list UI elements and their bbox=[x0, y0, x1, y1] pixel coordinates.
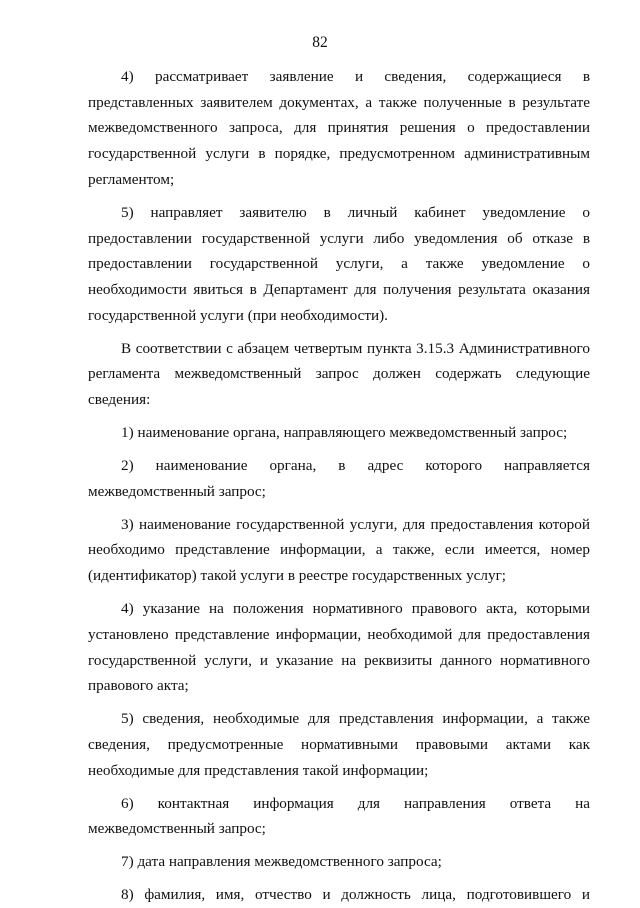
paragraph-item-5-notify: 5) направляет заявителю в личный кабинет уведомление о предоставлении государственной услуги либо уведомления об отказе в предоставлении государственной услуги, а также уведомление о необходимости явиться в Департамент для получения результата оказания государственной услуги (при необходимости). bbox=[88, 203, 590, 324]
list-item-1-sender-body: 1) наименование органа, направляющего межведомственный запрос; bbox=[121, 424, 568, 442]
list-item-3-service-name: 3) наименование государственной услуги, для предоставления которой необходимо представление информации, а также, если имеется, номер (идентификатор) такой услуги в реестре государственных услуг; bbox=[88, 515, 590, 585]
list-item-2-recipient-body: 2) наименование органа, в адрес которого направляется межведомственный запрос; bbox=[88, 457, 590, 500]
page-body bbox=[88, 64, 590, 908]
paragraph-item-4-review: 4) рассматривает заявление и сведения, содержащиеся в представленных заявителем документах, а также полученные в результате межведомственного запроса, для принятия решения о предоставлении государственной услуги в порядке, предусмотренном административным регламентом; bbox=[88, 68, 590, 188]
list-item-8-responsible-person: 8) фамилия, имя, отчество и должность лица, подготовившего и bbox=[121, 886, 590, 904]
list-item-6-contact-info: 6) контактная информация для направления ответа на межведомственный запрос; bbox=[88, 794, 590, 838]
list-item-7-request-date: 7) дата направления межведомственного запроса; bbox=[121, 853, 442, 871]
list-item-4-legal-act: 4) указание на положения нормативного правового акта, которыми установлено представление информации, необходимой для предоставления государственной услуги, и указание на реквизиты данного нормативного правового акта; bbox=[88, 600, 590, 695]
list-item-5-required-info: 5) сведения, необходимые для представления информации, а также сведения, предусмотренные нормативными правовыми актами как необходимые для представления такой информации; bbox=[88, 710, 590, 779]
page-number: 82 bbox=[312, 34, 328, 51]
paragraph-request-contents-intro: В соответствии с абзацем четвертым пункта 3.15.3 Административного регламента межведомственный запрос должен содержать следующие сведения: bbox=[88, 339, 590, 409]
